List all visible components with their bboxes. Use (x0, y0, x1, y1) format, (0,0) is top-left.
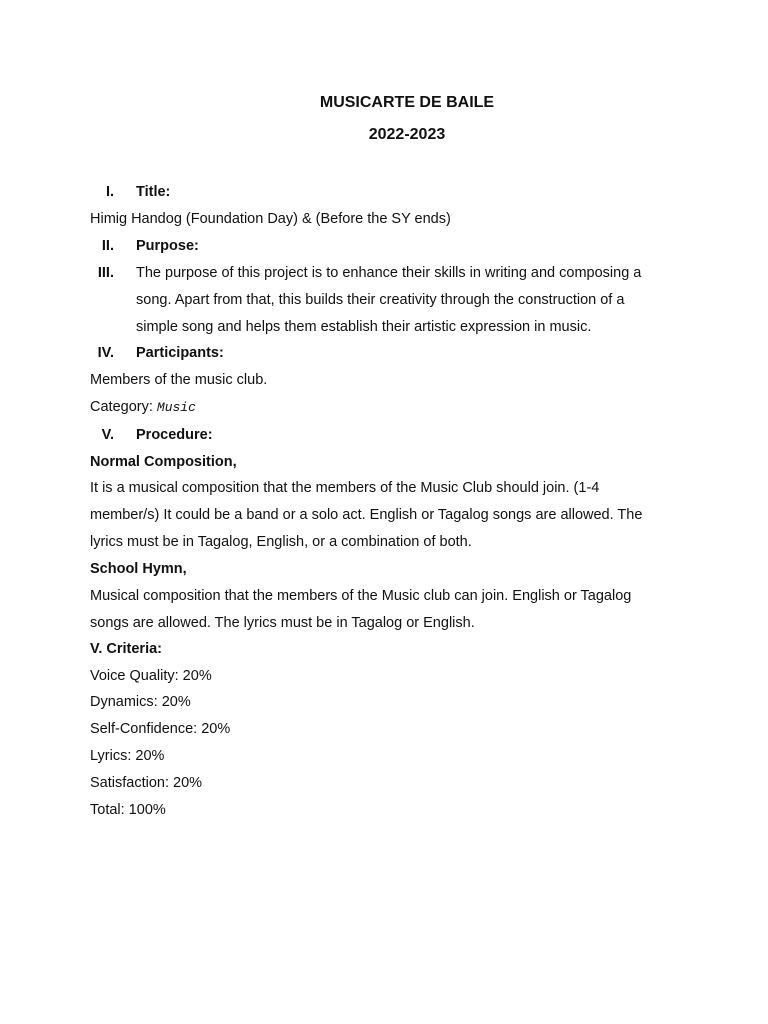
school-hymn-line: songs are allowed. The lyrics must be in Tagalog or English. (90, 615, 475, 631)
normal-composition-heading: Normal Composition, (90, 454, 237, 470)
criteria-item: Satisfaction: 20% (90, 775, 203, 791)
criteria-heading: V. Criteria: (90, 641, 162, 657)
normal-composition-line: member/s) It could be a band or a solo act. English or Tagalog songs are allowed. The (90, 507, 643, 523)
section-heading-title: Title: (136, 184, 171, 200)
criteria-item: Voice Quality: 20% (90, 668, 212, 684)
category-value: Music (156, 400, 196, 415)
normal-composition-line: lyrics must be in Tagalog, English, or a combination of both. (90, 534, 472, 550)
participants-text: Members of the music club. (90, 372, 268, 388)
document-title: MUSICARTE DE BAILE (319, 94, 495, 111)
section-number-participants: IV. (97, 345, 114, 361)
purpose-line: simple song and helps them establish their artistic expression in music. (136, 319, 592, 335)
section-heading-purpose: Purpose: (136, 238, 199, 254)
section-number-title: I. (105, 184, 114, 200)
purpose-line: song. Apart from that, this builds their creativity through the construction of a (136, 292, 625, 308)
title-text: Himig Handog (Foundation Day) & (Before the SY ends) (90, 211, 451, 227)
purpose-line: The purpose of this project is to enhance their skills in writing and composing a (136, 265, 642, 281)
category-line (90, 398, 196, 417)
normal-composition-line: It is a musical composition that the members of the Music Club should join. (1-4 (90, 480, 600, 496)
school-hymn-heading: School Hymn, (90, 561, 187, 577)
school-hymn-line: Musical composition that the members of the Music club can join. English or Tagalog (90, 588, 632, 604)
section-number-three: III. (97, 265, 114, 281)
criteria-item: Dynamics: 20% (90, 694, 191, 710)
section-number-purpose: II. (101, 238, 114, 254)
document-year: 2022-2023 (368, 126, 446, 143)
category-label: Category: (90, 399, 153, 415)
criteria-item: Self-Confidence: 20% (90, 721, 231, 737)
section-heading-participants: Participants: (136, 345, 224, 361)
criteria-item: Lyrics: 20% (90, 748, 165, 764)
section-heading-procedure: Procedure: (136, 427, 213, 443)
section-number-procedure: V. (101, 427, 114, 443)
criteria-total: Total: 100% (90, 802, 166, 818)
